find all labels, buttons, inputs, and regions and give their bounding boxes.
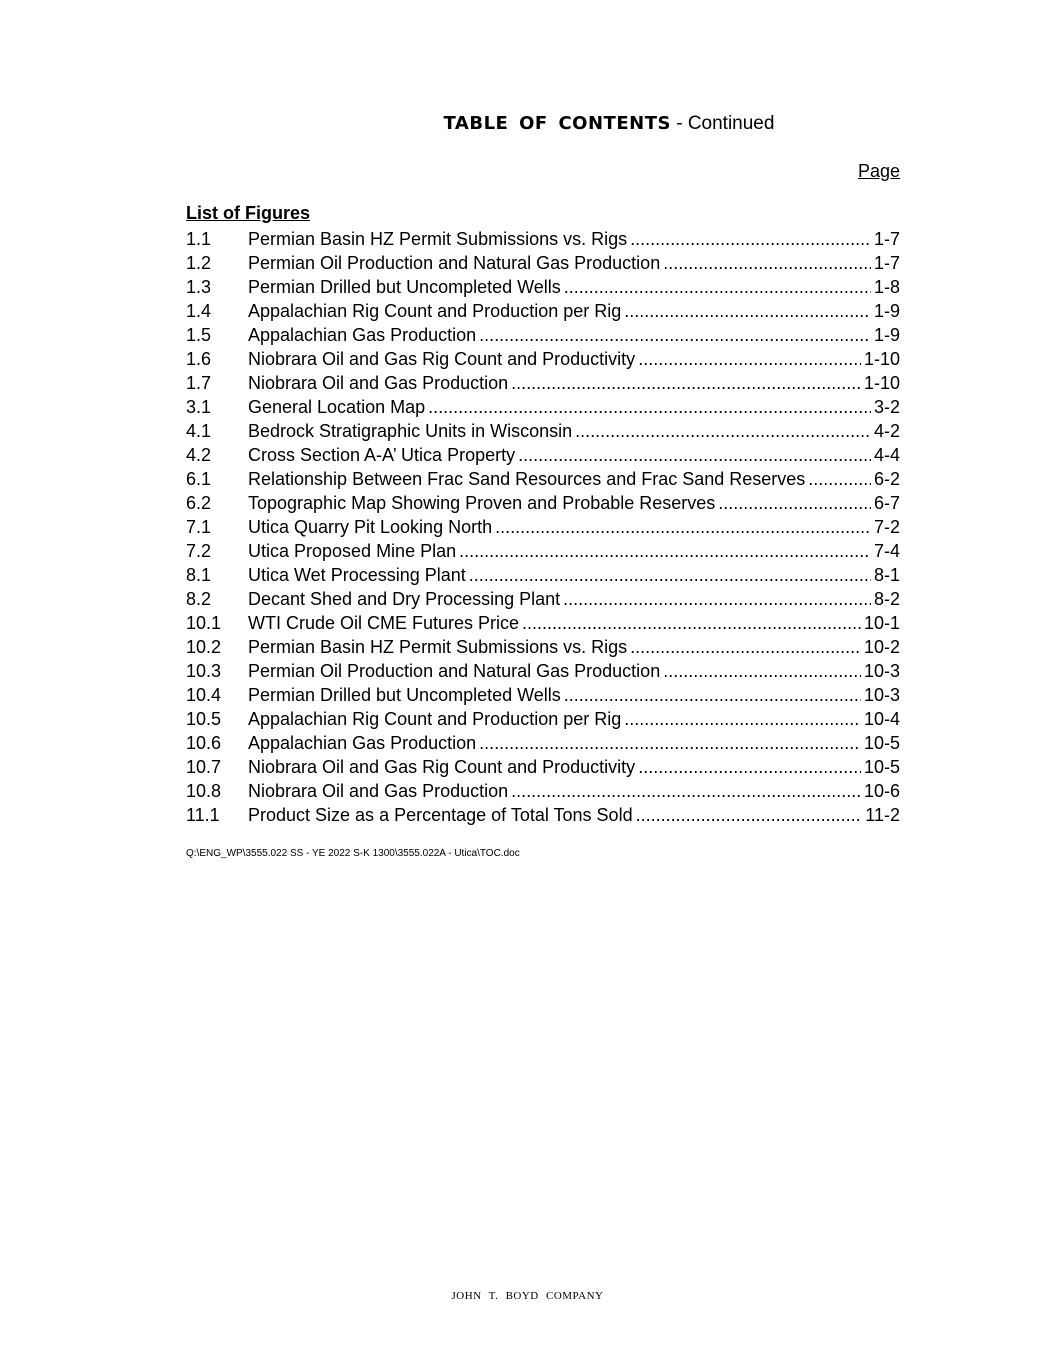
toc-entry-page: 10-4 — [863, 709, 900, 729]
toc-entry-page: 10-6 — [863, 781, 900, 801]
toc-entry-leader — [636, 803, 863, 827]
toc-entry — [186, 731, 900, 755]
toc-entry — [186, 491, 900, 515]
toc-entry-number: 7.2 — [186, 541, 212, 561]
toc-entry — [186, 611, 900, 635]
toc-entry — [186, 299, 900, 323]
toc-entry-number: 8.1 — [186, 565, 212, 585]
toc-entry-number: 1.4 — [186, 301, 212, 321]
toc-entry-number: 4.1 — [186, 421, 212, 441]
toc-entry-title: Permian Oil Production and Natural Gas Production — [248, 253, 661, 273]
toc-entry-leader — [630, 227, 871, 251]
toc-entry-number: 1.6 — [186, 349, 212, 369]
toc-entry-number: 7.1 — [186, 517, 212, 537]
toc-entry-title: General Location Map — [248, 397, 426, 417]
toc-entry-page: 1-9 — [873, 301, 900, 321]
toc-entry-title: Product Size as a Percentage of Total Tons Sold — [248, 805, 633, 825]
toc-entry-number: 11.1 — [186, 805, 220, 825]
toc-entry-number: 1.3 — [186, 277, 212, 297]
toc-entry-title: Niobrara Oil and Gas Rig Count and Productivity — [248, 757, 636, 777]
toc-entry — [186, 635, 900, 659]
toc-entry-number: 3.1 — [186, 397, 212, 417]
toc-entry-leader — [663, 251, 871, 275]
toc-entry-page: 10-2 — [863, 637, 900, 657]
page-title-main: TABLE OF CONTENTS — [443, 113, 671, 134]
toc-entry-title: Permian Drilled but Uncompleted Wells — [248, 685, 561, 705]
toc-entry — [186, 755, 900, 779]
toc-entry-page: 8-2 — [873, 589, 900, 609]
toc-entry-title: Topographic Map Showing Proven and Probable Reserves — [248, 493, 716, 513]
toc-entry-page: 10-3 — [863, 661, 900, 681]
toc-entry — [186, 323, 900, 347]
toc-entry — [186, 251, 900, 275]
toc-entry-title: Niobrara Oil and Gas Production — [248, 373, 509, 393]
toc-entry-leader — [630, 635, 861, 659]
toc-entry-leader — [564, 275, 871, 299]
toc-entry-page: 1-9 — [873, 325, 900, 345]
toc-entry — [186, 347, 900, 371]
toc-entry-title: Utica Quarry Pit Looking North — [248, 517, 493, 537]
toc-entry-leader — [808, 467, 871, 491]
toc-entry-page: 7-4 — [873, 541, 900, 561]
toc-entry-page: 10-3 — [863, 685, 900, 705]
toc-entry-number: 10.8 — [186, 781, 222, 801]
toc-entry-title: Appalachian Rig Count and Production per Rig — [248, 301, 622, 321]
toc-entry-number: 1.7 — [186, 373, 212, 393]
toc-entry-number: 1.5 — [186, 325, 212, 345]
toc-entry-title: Appalachian Gas Production — [248, 325, 477, 345]
toc-entry — [186, 683, 900, 707]
toc-entry-page: 1-7 — [873, 253, 900, 273]
toc-entry — [186, 371, 900, 395]
toc-entry-page: 6-7 — [873, 493, 900, 513]
toc-entry-title: Permian Oil Production and Natural Gas Production — [248, 661, 661, 681]
toc-entry-number: 10.6 — [186, 733, 222, 753]
toc-entry-page: 4-4 — [873, 445, 900, 465]
toc-entry — [186, 659, 900, 683]
toc-entry-page: 1-10 — [863, 349, 900, 369]
toc-entry-title: Appalachian Gas Production — [248, 733, 477, 753]
toc-entry-title: Utica Proposed Mine Plan — [248, 541, 457, 561]
toc-entry-leader — [638, 755, 861, 779]
toc-entry — [186, 227, 900, 251]
toc-entry-leader — [718, 491, 871, 515]
toc-entry-page: 10-5 — [863, 757, 900, 777]
toc-entry-leader — [663, 659, 861, 683]
toc-entry-number: 10.3 — [186, 661, 222, 681]
file-path: Q:\ENG_WP\3555.022 SS - YE 2022 S-K 1300\3555.022A - Utica\TOC.doc — [186, 848, 520, 859]
toc-entry — [186, 563, 900, 587]
toc-entry — [186, 395, 900, 419]
toc-entry — [186, 515, 900, 539]
toc-entry — [186, 443, 900, 467]
toc-entry — [186, 707, 900, 731]
toc-entry-number: 10.4 — [186, 685, 222, 705]
toc-entry-title: Bedrock Stratigraphic Units in Wisconsin — [248, 421, 573, 441]
toc-entry-page: 1-10 — [863, 373, 900, 393]
toc-entry-title: Niobrara Oil and Gas Production — [248, 781, 509, 801]
toc-entry-leader — [479, 323, 871, 347]
toc-entry-leader — [479, 731, 861, 755]
toc-entry-leader — [575, 419, 871, 443]
toc-entry-number: 4.2 — [186, 445, 212, 465]
toc-entry-title: Permian Basin HZ Permit Submissions vs. Rigs — [248, 229, 628, 249]
page-title — [0, 113, 1055, 135]
toc-entry-page: 10-5 — [863, 733, 900, 753]
toc-entry-number: 8.2 — [186, 589, 212, 609]
toc-entry-page: 10-1 — [863, 613, 900, 633]
toc-entry — [186, 419, 900, 443]
page-title-suffix: - Continued — [670, 113, 775, 134]
toc-entry-title: Decant Shed and Dry Processing Plant — [248, 589, 561, 609]
toc-entry-title: Permian Drilled but Uncompleted Wells — [248, 277, 561, 297]
toc-entry-leader — [469, 563, 871, 587]
toc-entry-page: 3-2 — [873, 397, 900, 417]
toc-entry-number: 10.7 — [186, 757, 222, 777]
toc-entry — [186, 803, 900, 827]
toc-entry-number: 1.1 — [186, 229, 212, 249]
toc-entry-leader — [518, 443, 871, 467]
section-heading-list-of-figures: List of Figures — [186, 203, 311, 223]
toc-entry-leader — [495, 515, 871, 539]
toc-entry-number: 6.1 — [186, 469, 212, 489]
toc-entry-leader — [563, 587, 871, 611]
toc-entry-leader — [522, 611, 861, 635]
toc-entry — [186, 539, 900, 563]
footer-company-name: JOHN T. BOYD COMPANY — [451, 1290, 604, 1302]
toc-entry-number: 10.5 — [186, 709, 222, 729]
toc-entry-leader — [638, 347, 861, 371]
toc-entry-leader — [428, 395, 871, 419]
toc-entry — [186, 467, 900, 491]
toc-entry-leader — [564, 683, 861, 707]
toc-entry-title: Niobrara Oil and Gas Rig Count and Productivity — [248, 349, 636, 369]
toc-entry-leader — [624, 707, 861, 731]
toc-entry-leader — [511, 371, 861, 395]
toc-entry-number: 6.2 — [186, 493, 212, 513]
toc-entry-title: Appalachian Rig Count and Production per Rig — [248, 709, 622, 729]
toc-entry-title: WTI Crude Oil CME Futures Price — [248, 613, 520, 633]
toc-entry-title: Utica Wet Processing Plant — [248, 565, 466, 585]
toc-entry-page: 1-7 — [873, 229, 900, 249]
figures-list — [186, 227, 900, 827]
toc-entry-page: 11-2 — [865, 805, 900, 825]
toc-entry-page: 6-2 — [873, 469, 900, 489]
toc-entry-leader — [624, 299, 871, 323]
toc-entry-page: 1-8 — [873, 277, 900, 297]
toc-entry — [186, 275, 900, 299]
toc-entry-title: Cross Section A-A’ Utica Property — [248, 445, 516, 465]
toc-entry-page: 7-2 — [873, 517, 900, 537]
toc-entry-number: 10.1 — [186, 613, 222, 633]
toc-entry — [186, 587, 900, 611]
toc-entry-number: 1.2 — [186, 253, 212, 273]
toc-entry-leader — [459, 539, 871, 563]
toc-entry — [186, 779, 900, 803]
toc-entry-title: Relationship Between Frac Sand Resources and Frac Sand Reserves — [248, 469, 806, 489]
toc-entry-page: 4-2 — [873, 421, 900, 441]
toc-entry-title: Permian Basin HZ Permit Submissions vs. Rigs — [248, 637, 628, 657]
toc-entry-number: 10.2 — [186, 637, 222, 657]
toc-entry-leader — [511, 779, 861, 803]
page-column-label: Page — [857, 161, 900, 181]
toc-entry-page: 8-1 — [873, 565, 900, 585]
